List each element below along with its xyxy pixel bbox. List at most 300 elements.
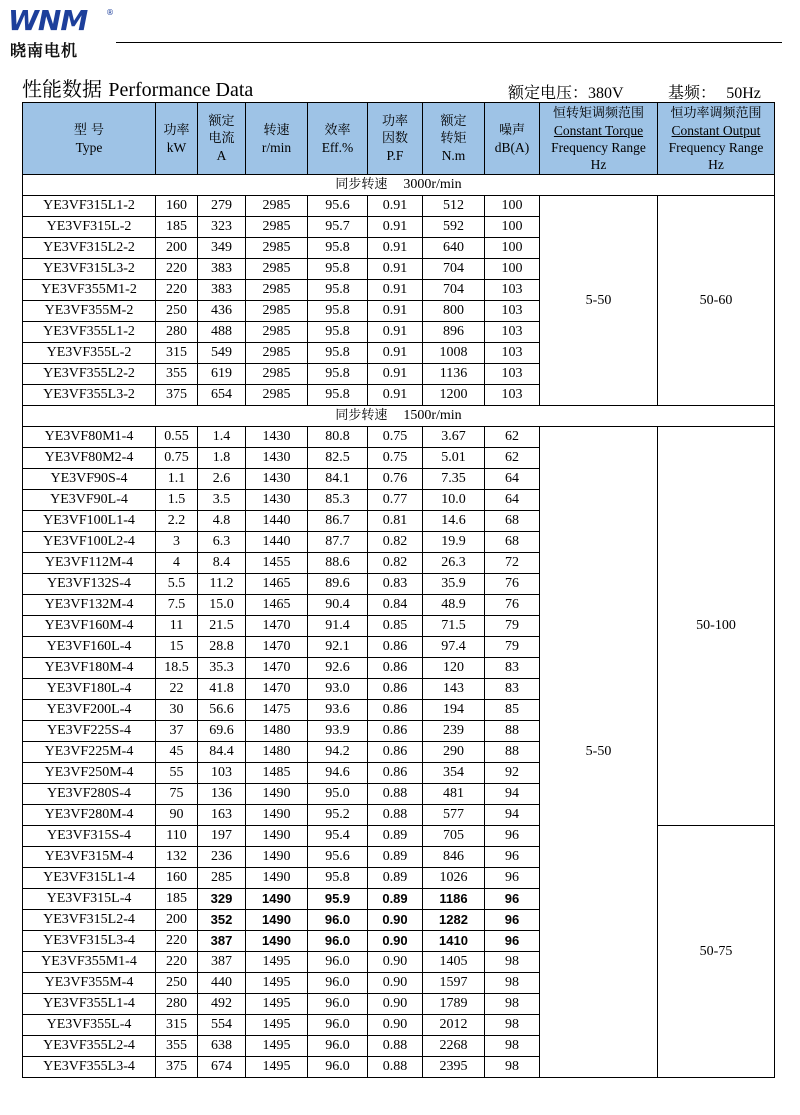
cell-torque: 800 [423,301,485,322]
cell-type: YE3VF355L1-2 [23,322,156,343]
table-row [23,826,775,847]
cell-power: 185 [156,217,198,238]
cell-torque: 1026 [423,868,485,889]
cell-torque: 354 [423,763,485,784]
cell-torque: 1410 [423,931,485,952]
cell-efficiency: 95.8 [308,385,368,406]
cell-pf: 0.89 [368,868,423,889]
cell-power: 220 [156,259,198,280]
cell-speed: 1490 [246,910,308,931]
cell-noise: 64 [485,490,540,511]
cell-speed: 1490 [246,826,308,847]
cell-type: YE3VF355L3-2 [23,385,156,406]
cell-type: YE3VF180L-4 [23,679,156,700]
cell-speed: 1495 [246,973,308,994]
cell-speed: 1495 [246,1036,308,1057]
cell-current: 163 [198,805,246,826]
cell-speed: 2985 [246,238,308,259]
cell-noise: 79 [485,637,540,658]
cell-type: YE3VF355L3-4 [23,1057,156,1078]
cell-speed: 1475 [246,700,308,721]
cell-speed: 1430 [246,469,308,490]
cell-pf: 0.75 [368,427,423,448]
cell-torque: 1136 [423,364,485,385]
cell-efficiency: 95.4 [308,826,368,847]
cell-noise: 96 [485,826,540,847]
title-cn: 性能数据 [22,77,102,101]
cell-efficiency: 91.4 [308,616,368,637]
cell-power: 110 [156,826,198,847]
cell-type: YE3VF200L-4 [23,700,156,721]
cell-type: YE3VF160M-4 [23,616,156,637]
cell-current: 387 [198,952,246,973]
cell-pf: 0.91 [368,385,423,406]
table-body [23,175,775,1078]
cell-current: 549 [198,343,246,364]
cell-speed: 1440 [246,511,308,532]
cell-type: YE3VF355L1-4 [23,994,156,1015]
cell-power: 45 [156,742,198,763]
freq-label: 基频： [668,83,717,102]
section-label [23,406,775,427]
cell-current: 436 [198,301,246,322]
table-header-row [23,103,775,175]
cell-pf: 0.90 [368,973,423,994]
section-label-speed: 1500r/min [403,408,462,423]
cell-speed: 2985 [246,343,308,364]
cell-type: YE3VF315L1-2 [23,196,156,217]
cell-efficiency: 95.8 [308,301,368,322]
cell-torque: 1200 [423,385,485,406]
cell-current: 35.3 [198,658,246,679]
cell-torque: 1008 [423,343,485,364]
cell-efficiency: 95.7 [308,217,368,238]
cell-type: YE3VF315L2-4 [23,910,156,931]
cell-current: 28.8 [198,637,246,658]
cell-noise: 68 [485,511,540,532]
cell-efficiency: 95.9 [308,889,368,910]
cell-efficiency: 89.6 [308,574,368,595]
cell-efficiency: 96.0 [308,952,368,973]
cell-pf: 0.90 [368,910,423,931]
cell-torque: 290 [423,742,485,763]
cell-efficiency: 92.1 [308,637,368,658]
cell-torque: 239 [423,721,485,742]
col-torque: 额定 转矩 N.m [423,103,485,175]
table-row [23,196,775,217]
cell-efficiency: 96.0 [308,931,368,952]
cell-current: 236 [198,847,246,868]
cell-pf: 0.86 [368,658,423,679]
cell-noise: 72 [485,553,540,574]
cell-torque: 10.0 [423,490,485,511]
cell-pf: 0.89 [368,889,423,910]
cell-efficiency: 95.2 [308,805,368,826]
cell-torque: 1789 [423,994,485,1015]
cell-efficiency: 90.4 [308,595,368,616]
cell-power: 315 [156,343,198,364]
cell-type: YE3VF315S-4 [23,826,156,847]
cell-noise: 83 [485,658,540,679]
cell-current: 8.4 [198,553,246,574]
cell-type: YE3VF280S-4 [23,784,156,805]
cell-efficiency: 96.0 [308,910,368,931]
cell-power: 200 [156,238,198,259]
cell-torque: 512 [423,196,485,217]
cell-power: 3 [156,532,198,553]
cell-efficiency: 95.6 [308,847,368,868]
cell-type: YE3VF355M1-4 [23,952,156,973]
cell-pf: 0.88 [368,1036,423,1057]
cell-efficiency: 93.9 [308,721,368,742]
cell-pf: 0.81 [368,511,423,532]
cell-current: 2.6 [198,469,246,490]
cell-pf: 0.86 [368,679,423,700]
cell-speed: 2985 [246,217,308,238]
cell-speed: 1430 [246,448,308,469]
cell-pf: 0.90 [368,931,423,952]
cell-power: 55 [156,763,198,784]
cell-type: YE3VF80M1-4 [23,427,156,448]
rated-voltage [508,80,624,103]
cell-current: 383 [198,280,246,301]
cell-torque: 640 [423,238,485,259]
cell-speed: 1470 [246,679,308,700]
cell-torque: 35.9 [423,574,485,595]
cell-torque: 48.9 [423,595,485,616]
cell-speed: 1495 [246,1015,308,1036]
cell-speed: 2985 [246,280,308,301]
cell-pf: 0.88 [368,784,423,805]
cell-speed: 1490 [246,868,308,889]
cell-torque: 704 [423,280,485,301]
cell-current: 619 [198,364,246,385]
cell-torque: 2268 [423,1036,485,1057]
cell-pf: 0.86 [368,763,423,784]
cell-pf: 0.88 [368,1057,423,1078]
cell-efficiency: 93.6 [308,700,368,721]
cell-power: 1.5 [156,490,198,511]
constant-output-range: 50-100 [658,427,775,826]
cell-current: 136 [198,784,246,805]
col-efficiency: 效率 Eff.% [308,103,368,175]
registered-mark: ® [106,8,114,17]
cell-efficiency: 94.2 [308,742,368,763]
col-current: 额定 电流 A [198,103,246,175]
cell-pf: 0.86 [368,721,423,742]
cell-power: 30 [156,700,198,721]
cell-power: 315 [156,1015,198,1036]
cell-efficiency: 94.6 [308,763,368,784]
cell-type: YE3VF315L2-2 [23,238,156,259]
cell-noise: 100 [485,217,540,238]
cell-noise: 85 [485,700,540,721]
cell-efficiency: 84.1 [308,469,368,490]
cell-current: 285 [198,868,246,889]
col-power: 功率 kW [156,103,198,175]
cell-efficiency: 88.6 [308,553,368,574]
cell-torque: 896 [423,322,485,343]
cell-pf: 0.86 [368,637,423,658]
cell-type: YE3VF355L2-2 [23,364,156,385]
cell-power: 2.2 [156,511,198,532]
cell-power: 132 [156,847,198,868]
cell-speed: 1470 [246,658,308,679]
cell-current: 349 [198,238,246,259]
cell-noise: 76 [485,595,540,616]
section-header-row [23,175,775,196]
cell-pf: 0.82 [368,532,423,553]
cell-current: 488 [198,322,246,343]
cell-type: YE3VF315L3-2 [23,259,156,280]
cell-noise: 98 [485,1057,540,1078]
cell-pf: 0.90 [368,1015,423,1036]
cell-speed: 1465 [246,574,308,595]
cell-pf: 0.91 [368,322,423,343]
cell-pf: 0.77 [368,490,423,511]
cell-torque: 705 [423,826,485,847]
cell-torque: 1405 [423,952,485,973]
section-label-cn: 同步转速 [335,408,388,423]
cell-efficiency: 87.7 [308,532,368,553]
cell-current: 323 [198,217,246,238]
cell-speed: 1470 [246,616,308,637]
cell-power: 355 [156,364,198,385]
cell-noise: 76 [485,574,540,595]
cell-noise: 96 [485,889,540,910]
cell-current: 4.8 [198,511,246,532]
cell-efficiency: 95.8 [308,322,368,343]
cell-noise: 62 [485,448,540,469]
cell-current: 387 [198,931,246,952]
cell-speed: 1430 [246,427,308,448]
col-speed: 转速 r/min [246,103,308,175]
cell-power: 280 [156,994,198,1015]
cell-type: YE3VF355M-2 [23,301,156,322]
cell-noise: 98 [485,1036,540,1057]
section-label-cn: 同步转速 [335,177,388,192]
cell-power: 355 [156,1036,198,1057]
cell-power: 250 [156,301,198,322]
cell-power: 220 [156,931,198,952]
cell-power: 11 [156,616,198,637]
cell-current: 352 [198,910,246,931]
cell-type: YE3VF315L-2 [23,217,156,238]
cell-noise: 98 [485,1015,540,1036]
cell-efficiency: 95.0 [308,784,368,805]
cell-type: YE3VF315M-4 [23,847,156,868]
cell-type: YE3VF112M-4 [23,553,156,574]
cell-torque: 2012 [423,1015,485,1036]
section-label-speed: 3000r/min [403,177,462,192]
performance-table [22,102,775,1078]
cell-type: YE3VF90S-4 [23,469,156,490]
cell-power: 90 [156,805,198,826]
cell-noise: 64 [485,469,540,490]
cell-speed: 2985 [246,364,308,385]
col-noise: 噪声 dB(A) [485,103,540,175]
cell-pf: 0.86 [368,700,423,721]
cell-type: YE3VF132S-4 [23,574,156,595]
cell-type: YE3VF100L2-4 [23,532,156,553]
cell-noise: 96 [485,868,540,889]
cell-torque: 481 [423,784,485,805]
cell-speed: 1495 [246,952,308,973]
cell-current: 329 [198,889,246,910]
cell-pf: 0.91 [368,238,423,259]
cell-current: 492 [198,994,246,1015]
cell-noise: 92 [485,763,540,784]
cell-noise: 98 [485,973,540,994]
cell-pf: 0.91 [368,343,423,364]
cell-noise: 96 [485,931,540,952]
cell-noise: 103 [485,343,540,364]
cell-pf: 0.91 [368,196,423,217]
cell-speed: 1490 [246,889,308,910]
cell-speed: 1455 [246,553,308,574]
cell-efficiency: 92.6 [308,658,368,679]
cell-type: YE3VF355L2-4 [23,1036,156,1057]
cell-torque: 71.5 [423,616,485,637]
cell-type: YE3VF80M2-4 [23,448,156,469]
header-divider [116,42,782,43]
cell-speed: 1490 [246,847,308,868]
cell-noise: 88 [485,742,540,763]
cell-type: YE3VF250M-4 [23,763,156,784]
cell-torque: 577 [423,805,485,826]
cell-noise: 98 [485,994,540,1015]
cell-speed: 1485 [246,763,308,784]
cell-current: 638 [198,1036,246,1057]
cell-pf: 0.91 [368,301,423,322]
cell-torque: 120 [423,658,485,679]
cell-efficiency: 95.8 [308,280,368,301]
cell-power: 200 [156,910,198,931]
cell-torque: 1282 [423,910,485,931]
cell-speed: 1480 [246,742,308,763]
freq-value: 50Hz [726,85,761,102]
cell-noise: 103 [485,301,540,322]
cell-current: 103 [198,763,246,784]
cell-power: 220 [156,952,198,973]
cell-torque: 5.01 [423,448,485,469]
company-name: 晓南电机 [10,41,79,60]
cell-type: YE3VF355M-4 [23,973,156,994]
section-label [23,175,775,196]
cell-type: YE3VF225S-4 [23,721,156,742]
cell-type: YE3VF90L-4 [23,490,156,511]
cell-pf: 0.82 [368,553,423,574]
cell-noise: 68 [485,532,540,553]
cell-speed: 2985 [246,385,308,406]
cell-noise: 103 [485,280,540,301]
cell-torque: 846 [423,847,485,868]
cell-power: 0.75 [156,448,198,469]
cell-pf: 0.83 [368,574,423,595]
cell-power: 15 [156,637,198,658]
cell-type: YE3VF355L-2 [23,343,156,364]
section-header-row [23,406,775,427]
cell-current: 6.3 [198,532,246,553]
cell-pf: 0.85 [368,616,423,637]
cell-type: YE3VF160L-4 [23,637,156,658]
page-title [22,76,253,103]
cell-efficiency: 96.0 [308,1015,368,1036]
cell-noise: 94 [485,784,540,805]
cell-efficiency: 95.8 [308,259,368,280]
constant-torque-range: 5-50 [540,427,658,1078]
cell-power: 375 [156,385,198,406]
cell-speed: 1495 [246,994,308,1015]
cell-pf: 0.84 [368,595,423,616]
cell-torque: 1597 [423,973,485,994]
cell-noise: 100 [485,238,540,259]
cell-speed: 1440 [246,532,308,553]
cell-pf: 0.89 [368,847,423,868]
cell-noise: 100 [485,259,540,280]
cell-efficiency: 86.7 [308,511,368,532]
cell-pf: 0.76 [368,469,423,490]
cell-noise: 96 [485,847,540,868]
cell-noise: 96 [485,910,540,931]
cell-current: 197 [198,826,246,847]
cell-current: 554 [198,1015,246,1036]
cell-current: 654 [198,385,246,406]
cell-speed: 1465 [246,595,308,616]
cell-pf: 0.91 [368,217,423,238]
cell-type: YE3VF315L1-4 [23,868,156,889]
cell-power: 0.55 [156,427,198,448]
cell-power: 37 [156,721,198,742]
cell-efficiency: 80.8 [308,427,368,448]
cell-pf: 0.88 [368,805,423,826]
cell-efficiency: 95.8 [308,238,368,259]
constant-torque-range: 5-50 [540,196,658,406]
cell-power: 160 [156,868,198,889]
cell-efficiency: 96.0 [308,1036,368,1057]
cell-current: 21.5 [198,616,246,637]
cell-power: 160 [156,196,198,217]
cell-torque: 14.6 [423,511,485,532]
cell-current: 1.4 [198,427,246,448]
cell-noise: 103 [485,322,540,343]
cell-speed: 2985 [246,322,308,343]
cell-power: 4 [156,553,198,574]
cell-speed: 1430 [246,490,308,511]
cell-torque: 1186 [423,889,485,910]
cell-efficiency: 96.0 [308,973,368,994]
cell-torque: 704 [423,259,485,280]
cell-efficiency: 95.6 [308,196,368,217]
col-type: 型 号 Type [23,103,156,175]
cell-efficiency: 85.3 [308,490,368,511]
cell-current: 69.6 [198,721,246,742]
cell-noise: 103 [485,364,540,385]
cell-efficiency: 96.0 [308,1057,368,1078]
cell-speed: 2985 [246,196,308,217]
base-frequency [668,80,761,103]
cell-torque: 592 [423,217,485,238]
cell-torque: 19.9 [423,532,485,553]
cell-power: 18.5 [156,658,198,679]
title-en: Performance Data [108,79,254,101]
cell-current: 279 [198,196,246,217]
cell-noise: 62 [485,427,540,448]
cell-efficiency: 95.8 [308,343,368,364]
cell-current: 1.8 [198,448,246,469]
cell-torque: 7.35 [423,469,485,490]
cell-pf: 0.90 [368,952,423,973]
